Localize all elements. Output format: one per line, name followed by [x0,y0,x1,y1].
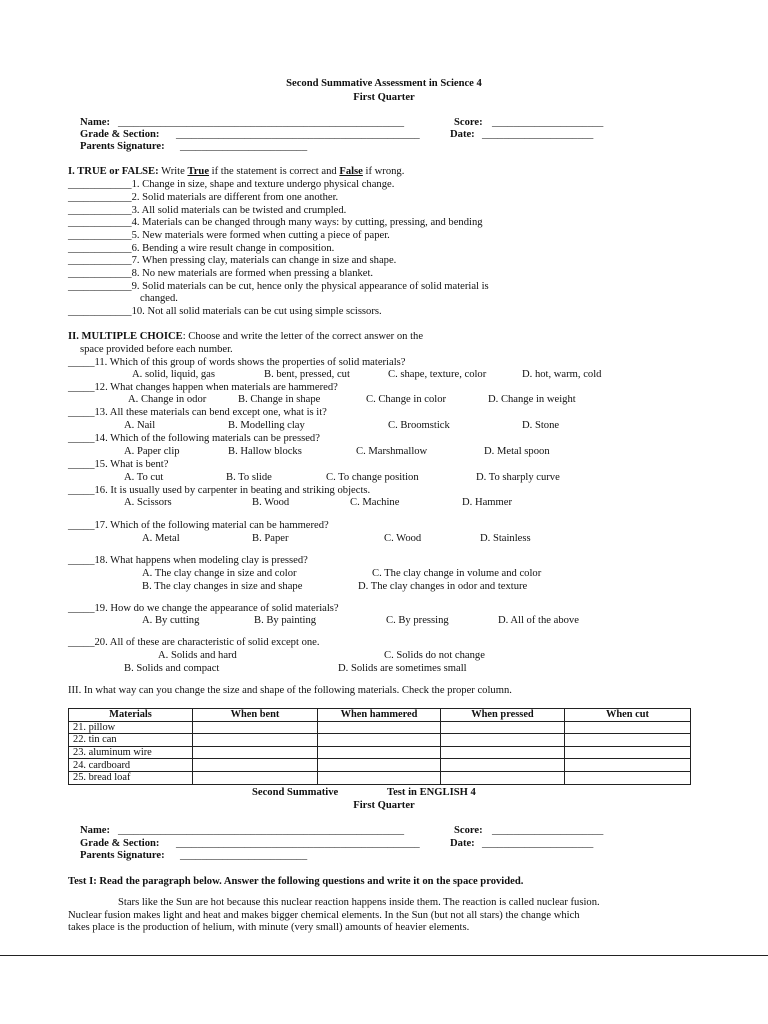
mc-option: C. Wood [384,533,422,544]
name-label: Name: [80,117,111,128]
mc-option: A. Change in odor [128,394,207,405]
table-row [69,759,691,772]
mc-question: _____11. Which of this group of words shows the properties of solid materials? [68,357,406,368]
check-cell[interactable] [318,759,441,772]
tf-item: ____________8. No new materials are formed when pressing a blanket. [68,268,374,279]
mc-question: _____14. Which of the following materials can be pressed? [68,433,320,444]
column-header: Materials [69,709,193,722]
check-cell[interactable] [565,746,691,759]
mc-question: _____16. It is usually used by carpenter in beating and striking objects. [68,485,371,496]
tf-item: ____________1. Change in size, shape and texture undergo physical change. [68,179,395,190]
table-header-row [69,709,691,722]
part1-instructions: I. TRUE or FALSE: Write True if the statement is correct and False if wrong. [68,166,405,177]
grade-section-label: Grade & Section: [80,129,160,140]
mc-option: B. The clay changes in size and shape [142,581,303,592]
mc-option: B. To slide [226,472,272,483]
check-cell[interactable] [193,759,318,772]
part2-instructions-line2: space provided before each number. [80,344,233,355]
table-row [69,721,691,734]
date-label: Date: [450,838,475,849]
mc-option: B. Modelling clay [228,420,305,431]
tf-item: ____________6. Bending a wire result change in composition. [68,243,335,254]
name-field[interactable]: ______________________________________________________ [118,825,405,836]
material-name: 24. cardboard [69,759,193,772]
mc-option: D. Solids are sometimes small [338,663,467,674]
science-title: Second Summative Assessment in Science 4 [286,78,482,89]
material-name: 22. tin can [69,734,193,747]
tf-item: ____________3. All solid materials can be twisted and crumpled. [68,205,347,216]
tf-item: ____________10. Not all solid materials can be cut using simple scissors. [68,306,382,317]
mc-option: C. Solids do not change [384,650,485,661]
mc-option: A. Paper clip [124,446,180,457]
english-title-part2: Test in ENGLISH 4 [387,787,476,798]
mc-option: C. The clay change in volume and color [372,568,542,579]
mc-option: C. Change in color [366,394,447,405]
tf-item-continuation: changed. [140,293,178,304]
word-true: True [187,166,210,177]
table-row [69,734,691,747]
paragraph-line: takes place is the production of helium, with minute (very small) amounts of heavier elements. [68,922,470,933]
material-name: 25. bread loaf [69,771,193,784]
tf-item: ____________5. New materials were formed when cutting a piece of paper. [68,230,390,241]
score-label: Score: [454,825,483,836]
score-field[interactable]: _____________________ [492,825,604,836]
check-cell[interactable] [193,721,318,734]
mc-question: _____13. All these materials can bend except one, what is it? [68,407,327,418]
mc-option: A. solid, liquid, gas [132,369,215,380]
check-cell[interactable] [565,721,691,734]
mc-option: D. Change in weight [488,394,576,405]
check-cell[interactable] [565,734,691,747]
grade-section-field[interactable]: ______________________________________________ [176,129,420,140]
date-field[interactable]: _____________________ [482,129,594,140]
table-row [69,746,691,759]
tf-item: ____________7. When pressing clay, materials can change in size and shape. [68,255,397,266]
column-header: When hammered [318,709,441,722]
mc-option: B. Hallow blocks [228,446,302,457]
part1-heading: I. TRUE or FALSE: [68,166,159,177]
mc-question: _____19. How do we change the appearance of solid materials? [68,603,339,614]
mc-option: C. Machine [350,497,400,508]
english-title-part1: Second Summative [252,787,339,798]
word-false: False [339,166,363,177]
part3-heading: III. In what way can you change the size and shape of the following materials. Check the proper column. [68,685,512,696]
parents-signature-label: Parents Signature: [80,141,165,152]
mc-option: B. Wood [252,497,290,508]
check-cell[interactable] [441,721,565,734]
mc-option: A. Scissors [124,497,172,508]
check-cell[interactable] [441,746,565,759]
mc-option: D. Stone [522,420,560,431]
tf-item: ____________2. Solid materials are different from one another. [68,192,339,203]
mc-option: C. Marshmallow [356,446,428,457]
mc-question: _____15. What is bent? [68,459,169,470]
date-field[interactable]: _____________________ [482,838,594,849]
name-label: Name: [80,825,111,836]
column-header: When cut [565,709,691,722]
mc-option: B. Change in shape [238,394,321,405]
check-cell[interactable] [441,734,565,747]
mc-option: A. To cut [124,472,164,483]
check-cell[interactable] [565,759,691,772]
score-label: Score: [454,117,483,128]
paragraph-line: Stars like the Sun are hot because this nuclear reaction happens inside them. The reaction is called nuclear fusion. [118,897,600,908]
page-bottom-divider [0,955,768,956]
part2-instructions: II. MULTIPLE CHOICE: Choose and write the letter of the correct answer on the [68,331,424,342]
mc-option: A. Solids and hard [158,650,237,661]
check-cell[interactable] [441,759,565,772]
column-header: When bent [193,709,318,722]
mc-option: D. Metal spoon [484,446,550,457]
mc-option: D. To sharply curve [476,472,560,483]
part2-heading: II. MULTIPLE CHOICE [68,331,183,342]
material-name: 21. pillow [69,721,193,734]
parents-signature-field[interactable]: ________________________ [180,141,308,152]
science-quarter: First Quarter [353,92,415,103]
mc-option: A. The clay change in size and color [142,568,297,579]
mc-question: _____17. Which of the following material can be hammered? [68,520,329,531]
mc-question: _____20. All of these are characteristic of solid except one. [68,637,320,648]
mc-option: B. By painting [254,615,317,626]
grade-section-field[interactable]: ______________________________________________ [176,838,420,849]
parents-signature-label: Parents Signature: [80,850,165,861]
mc-option: C. Broomstick [388,420,450,431]
mc-option: B. bent, pressed, cut [264,369,350,380]
mc-option: B. Paper [252,533,289,544]
check-cell[interactable] [193,771,318,784]
paragraph-line: Nuclear fusion makes light and heat and makes bigger chemical elements. In the Sun (but not all stars) the change which [68,910,580,921]
check-cell[interactable] [565,771,691,784]
check-cell[interactable] [193,746,318,759]
mc-option: D. The clay changes in odor and texture [358,581,528,592]
check-cell[interactable] [318,746,441,759]
score-field[interactable]: _____________________ [492,117,604,128]
mc-option: D. Stainless [480,533,531,544]
material-name: 23. aluminum wire [69,746,193,759]
date-label: Date: [450,129,475,140]
mc-option: C. To change position [326,472,419,483]
check-cell[interactable] [441,771,565,784]
english-quarter: First Quarter [353,800,415,811]
mc-option: C. By pressing [386,615,449,626]
test1-heading: Test I: Read the paragraph below. Answer the following questions and write it on the space provided. [68,876,524,887]
check-cell[interactable] [193,734,318,747]
tf-item: ____________9. Solid materials can be cut, hence only the physical appearance of solid material is [68,281,489,292]
mc-option: D. Hammer [462,497,513,508]
mc-option: A. By cutting [142,615,200,626]
name-field[interactable]: ______________________________________________________ [118,117,405,128]
check-cell[interactable] [318,771,441,784]
parents-signature-field[interactable]: ________________________ [180,850,308,861]
check-cell[interactable] [318,734,441,747]
mc-option: D. All of the above [498,615,579,626]
mc-option: D. hot, warm, cold [522,369,602,380]
mc-question: _____12. What changes happen when materials are hammered? [68,382,338,393]
column-header: When pressed [441,709,565,722]
check-cell[interactable] [318,721,441,734]
mc-option: C. shape, texture, color [388,369,487,380]
mc-option: A. Metal [142,533,180,544]
mc-question: _____18. What happens when modeling clay is pressed? [68,555,308,566]
grade-section-label: Grade & Section: [80,838,160,849]
mc-option: A. Nail [124,420,156,431]
table-row [69,771,691,784]
mc-option: B. Solids and compact [124,663,220,674]
tf-item: ____________4. Materials can be changed through many ways: by cutting, pressing, and bending [68,217,483,228]
materials-table [68,708,691,785]
